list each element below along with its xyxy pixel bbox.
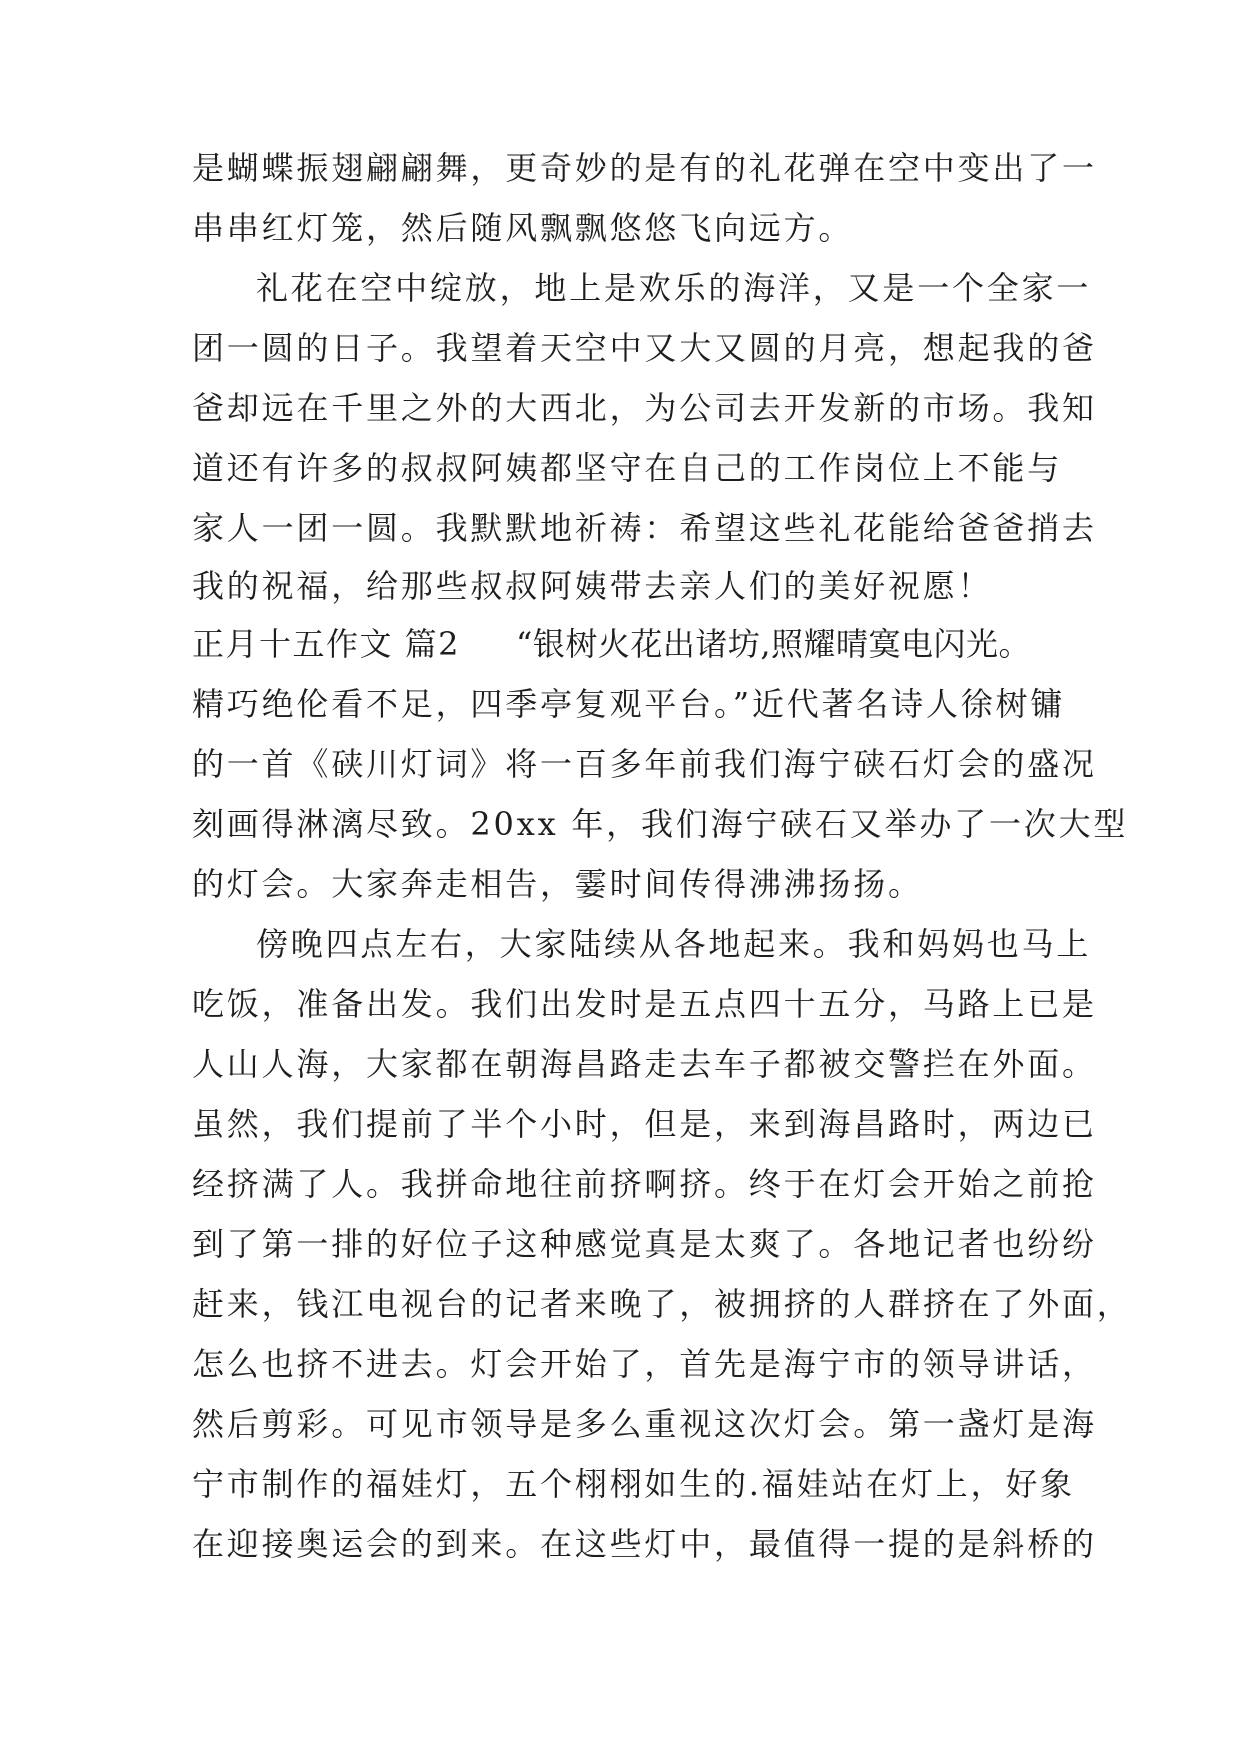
text-line: 经挤满了人。我拼命地往前挤啊挤。终于在灯会开始之前抢 <box>192 1165 1097 1203</box>
text-line: 然后剪彩。可见市领导是多么重视这次灯会。第一盏灯是海 <box>192 1405 1097 1443</box>
text-line: “银树火花出诸坊,照耀晴寞电闪光。 <box>516 625 1032 663</box>
text-line: 宁市制作的福娃灯，五个栩栩如生的.福娃站在灯上，好象 <box>192 1465 1075 1503</box>
section-heading: 正月十五作文 篇2 <box>192 625 461 663</box>
text-line: 的灯会。大家奔走相告，霎时间传得沸沸扬扬。 <box>192 865 923 903</box>
text-line: 赶来，钱江电视台的记者来晚了，被拥挤的人群挤在了外面， <box>192 1285 1132 1323</box>
text-line: 到了第一排的好位子这种感觉真是太爽了。各地记者也纷纷 <box>192 1225 1097 1263</box>
text-line: 爸却远在千里之外的大西北，为公司去开发新的市场。我知 <box>192 389 1097 427</box>
text-line: 吃饭，准备出发。我们出发时是五点四十五分，马路上已是 <box>192 985 1097 1023</box>
text-line: 团一圆的日子。我望着天空中又大又圆的月亮，想起我的爸 <box>192 329 1097 367</box>
text-line: 虽然，我们提前了半个小时，但是，来到海昌路时，两边已 <box>192 1105 1097 1143</box>
text-line: 刻画得淋漓尽致。20xx 年，我们海宁硖石又举办了一次大型 <box>192 805 1129 843</box>
text-line: 家人一团一圆。我默默地祈祷：希望这些礼花能给爸爸捎去 <box>192 509 1097 547</box>
text-line: 人山人海，大家都在朝海昌路走去车子都被交警拦在外面。 <box>192 1045 1097 1083</box>
text-line: 精巧绝伦看不足，四季亭复观平台。”近代著名诗人徐树镛 <box>192 685 1066 723</box>
paragraph-first-line: 傍晚四点左右，大家陆续从各地起来。我和妈妈也马上 <box>256 925 1092 963</box>
text-line: 串串红灯笼，然后随风飘飘悠悠飞向远方。 <box>192 209 854 247</box>
text-line: 的一首《硖川灯词》将一百多年前我们海宁硖石灯会的盛况 <box>192 745 1097 783</box>
paragraph-first-line: 礼花在空中绽放，地上是欢乐的海洋，又是一个全家一 <box>256 269 1092 307</box>
text-line: 道还有许多的叔叔阿姨都坚守在自己的工作岗位上不能与 <box>192 449 1063 487</box>
text-line: 在迎接奥运会的到来。在这些灯中，最值得一提的是斜桥的 <box>192 1525 1097 1563</box>
text-line: 怎么也挤不进去。灯会开始了，首先是海宁市的领导讲话， <box>192 1345 1097 1383</box>
text-line: 是蝴蝶振翅翩翩舞，更奇妙的是有的礼花弹在空中变出了一 <box>192 149 1097 187</box>
text-line: 我的祝福，给那些叔叔阿姨带去亲人们的美好祝愿！ <box>192 567 993 605</box>
